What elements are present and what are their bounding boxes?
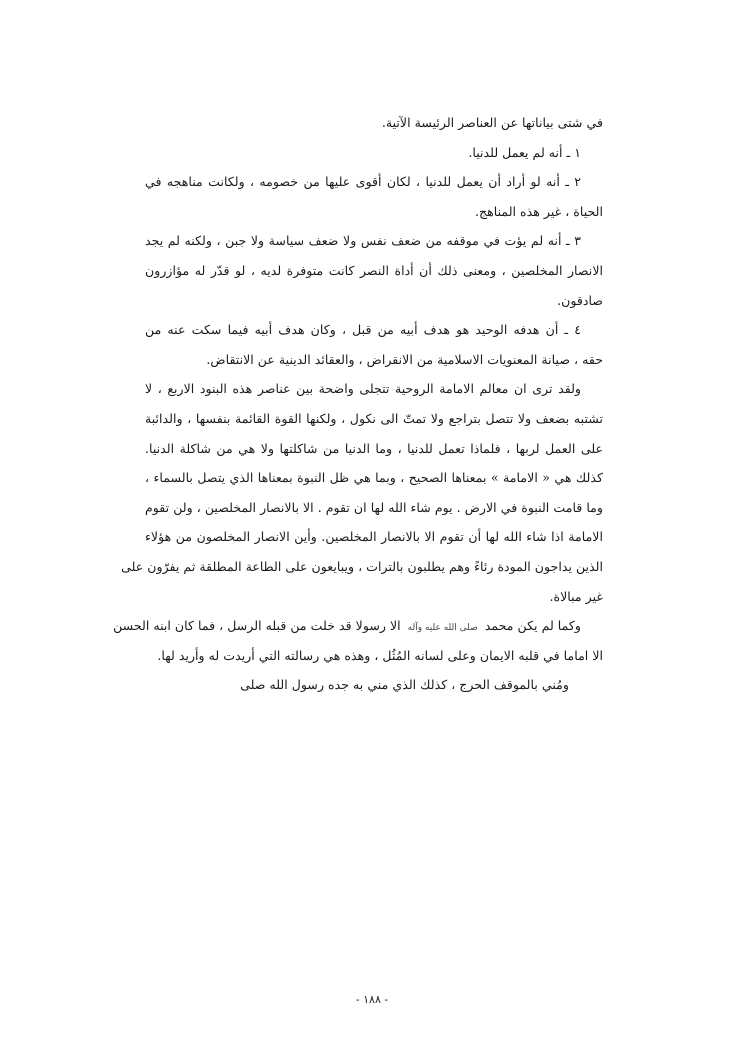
text-line: الحياة ، غير هذه المناهج. xyxy=(475,203,603,219)
text-line: الانصار المخلصين ، ومعنى ذلك أن أداة النصر كانت متوفرة لديه ، لو قدّر له مؤازرون xyxy=(145,262,603,278)
text-line: ولقد ترى ان معالم الامامة الروحية تتجلى واضحة بين عناصر هذه البنود الاربع ، لا xyxy=(145,381,581,397)
text-fragment: الا رسولا قد خلت من قبله الرسل ، فما كان ابنه الحسن xyxy=(113,618,401,634)
text-line: ومُني بالموقف الحرج ، كذلك الذي مني به جده رسول الله صلى xyxy=(240,677,569,693)
text-line: وما قامت النبوة في الارض . يوم شاء الله لها ان تقوم . الا بالانصار المخلصين ، ولن تقوم xyxy=(145,499,603,515)
text-line: في شتى بياناتها عن العناصر الرئيسة الآتية. xyxy=(381,115,603,130)
text-line: تشتبه بضعف ولا تتصل بتراجع ولا تمتّ الى نكول ، ولكنها القوة القائمة بنفسها ، والدائبة xyxy=(145,410,603,426)
text-line-with-honorific xyxy=(113,611,603,641)
text-line: ٢ ـ أنه لو أراد أن يعمل للدنيا ، لكان أقوى عليها من خصومه ، ولكانت مناهجه في xyxy=(145,174,581,190)
text-line: الذين يداجون المودة رئاءً وهم يطلبون بالترات ، ويبايعون على الطاعة المطلقة ثم يفرّون على xyxy=(121,558,603,574)
text-line: ٤ ـ أن هدفه الوحيد هو هدف أبيه من قبل ، وكان هدف أبيه فيما سكت عنه من xyxy=(145,322,581,338)
text-line: الامامة اذا شاء الله لها أن تقوم الا بالانصار المخلصين. وأين الانصار المخلصون من هؤلاء xyxy=(145,529,603,545)
text-line: صادقون. xyxy=(557,292,603,308)
text-fragment: وكما لم يكن محمد xyxy=(484,618,581,634)
text-line: حقه ، صيانة المعنويات الاسلامية من الانقراض ، والعقائد الدينية عن الانتقاض. xyxy=(206,351,603,367)
body-text xyxy=(113,108,603,700)
text-line: ١ ـ أنه لم يعمل للدنيا. xyxy=(468,144,581,160)
text-line: الا اماما في قلبه الايمان وعلى لسانه المُثُل ، وهذه هي رسالته التي أريدت له وأريد لها. xyxy=(157,647,603,663)
text-line: ٣ ـ أنه لم يؤت في موقفه من ضعف نفس ولا ضعف سياسة ولا جبن ، ولكنه لم يجد xyxy=(145,233,581,249)
text-line: على العمل لربها ، فلماذا تعمل للدنيا ، وما الدنيا من شاكلتها ولا هي من شاكلة الدنيا. xyxy=(145,440,603,456)
text-line: كذلك هي « الامامة » بمعناها الصحيح ، وبما هي ظل النبوة بمعناها الذي يتصل بالسماء ، xyxy=(145,470,603,486)
page-number: - ١٨٨ - xyxy=(355,993,389,1006)
honorific-seal: صلى الله عليه وآله xyxy=(407,623,478,634)
text-line: غير مبالاة. xyxy=(549,588,603,604)
